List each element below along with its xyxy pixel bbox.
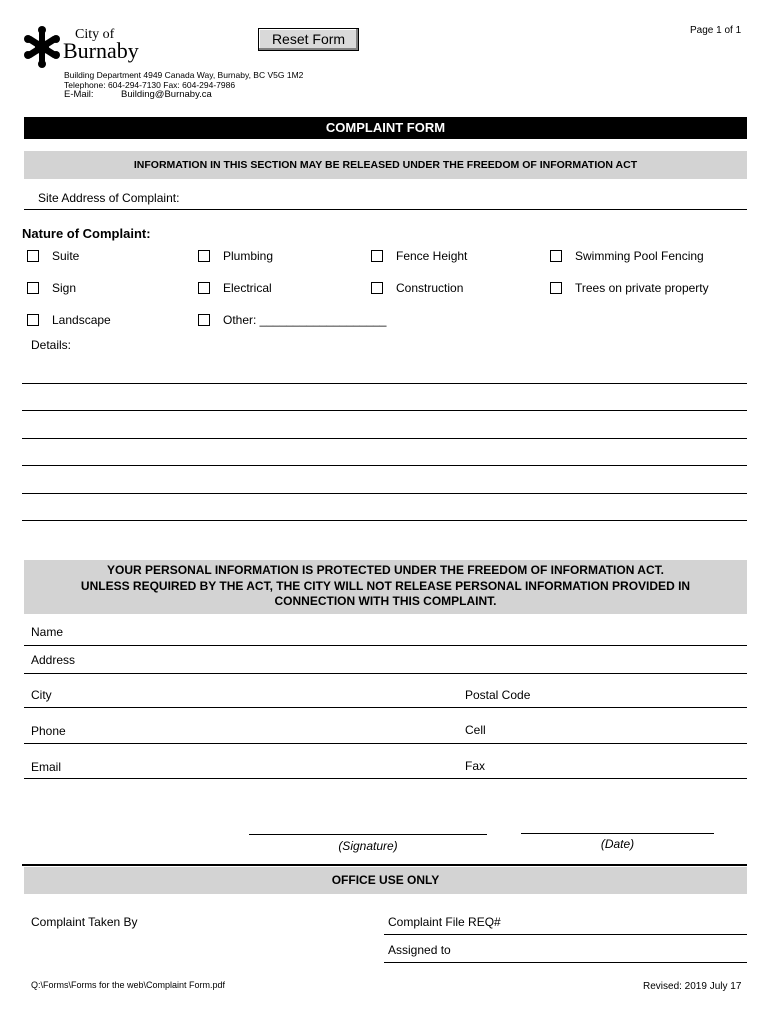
- construction-label: Construction: [396, 281, 464, 295]
- plumbing-label: Plumbing: [223, 249, 274, 263]
- details-line[interactable]: [22, 493, 747, 494]
- suite-checkbox[interactable]: [27, 250, 39, 262]
- city-snowflake-logo-icon: [22, 24, 62, 70]
- address-line: Building Department 4949 Canada Way, Burnaby, BC V5G 1M2: [64, 70, 304, 80]
- office-divider: [22, 864, 747, 866]
- logo-text-burnaby: Burnaby: [63, 38, 139, 63]
- file-path-footer: Q:\Forms\Forms for the web\Complaint Form.pdf: [31, 980, 226, 990]
- email-field[interactable]: [24, 778, 458, 779]
- postal-code-label: Postal Code: [465, 688, 531, 702]
- email-field-label: Email: [31, 760, 62, 774]
- signature-label: (Signature): [338, 839, 398, 853]
- privacy-line-2: UNLESS REQUIRED BY THE ACT, THE CITY WILL NOT RELEASE PERSONAL INFORMATION PROVIDED IN: [80, 578, 691, 593]
- phone-line: Telephone: 604-294-7130 Fax: 604-294-7986: [64, 80, 236, 90]
- site-address-label: Site Address of Complaint:: [38, 191, 180, 205]
- name-label: Name: [31, 625, 64, 639]
- sign-label: Sign: [52, 281, 77, 295]
- office-use-banner: [24, 867, 747, 894]
- city-field[interactable]: [24, 707, 458, 708]
- name-field[interactable]: [24, 645, 747, 646]
- suite-label: Suite: [52, 249, 80, 263]
- date-field[interactable]: [521, 833, 714, 834]
- phone-field[interactable]: [24, 743, 458, 744]
- address-field[interactable]: [24, 673, 747, 674]
- electrical-checkbox[interactable]: [198, 282, 210, 294]
- pool-fencing-label: Swimming Pool Fencing: [575, 249, 704, 263]
- foi-notice-banner: [24, 151, 747, 179]
- landscape-checkbox[interactable]: [27, 314, 39, 326]
- electrical-label: Electrical: [223, 281, 272, 295]
- foi-notice-text: INFORMATION IN THIS SECTION MAY BE RELEASED UNDER THE FREEDOM OF INFORMATION ACT: [133, 159, 638, 171]
- details-line[interactable]: [22, 383, 747, 384]
- logo-text-city-of: City of: [75, 27, 115, 42]
- fax-label: Fax: [465, 759, 486, 773]
- trees-label: Trees on private property: [575, 281, 709, 295]
- fax-field[interactable]: [458, 778, 747, 779]
- email-label: E-Mail:: [64, 89, 94, 100]
- nature-label: Nature of Complaint:: [22, 226, 151, 241]
- site-address-field[interactable]: [24, 209, 747, 210]
- cell-field[interactable]: [458, 743, 747, 744]
- pool-fencing-checkbox[interactable]: [550, 250, 562, 262]
- city-label: City: [31, 688, 52, 702]
- other-checkbox[interactable]: [198, 314, 210, 326]
- privacy-line-3: CONNECTION WITH THIS COMPLAINT.: [274, 594, 497, 608]
- date-label: (Date): [600, 837, 635, 851]
- details-line[interactable]: [22, 410, 747, 411]
- fence-height-checkbox[interactable]: [371, 250, 383, 262]
- revised-date-footer: Revised: 2019 July 17: [643, 981, 742, 992]
- email-value: Building@Burnaby.ca: [121, 89, 212, 100]
- postal-code-field[interactable]: [458, 707, 747, 708]
- privacy-notice-banner: [24, 560, 747, 614]
- signature-field[interactable]: [249, 834, 487, 835]
- other-label: Other: ___________________: [223, 313, 387, 327]
- details-line[interactable]: [22, 520, 747, 521]
- assigned-to-label: Assigned to: [388, 943, 451, 957]
- sign-checkbox[interactable]: [27, 282, 39, 294]
- trees-checkbox[interactable]: [550, 282, 562, 294]
- reset-form-button[interactable]: Reset Form: [258, 28, 359, 51]
- plumbing-checkbox[interactable]: [198, 250, 210, 262]
- landscape-label: Landscape: [52, 313, 111, 327]
- file-req-field[interactable]: [384, 934, 747, 935]
- cell-label: Cell: [465, 723, 486, 737]
- details-line[interactable]: [22, 465, 747, 466]
- form-title: COMPLAINT FORM: [24, 117, 747, 139]
- privacy-line-1: YOUR PERSONAL INFORMATION IS PROTECTED UNDER THE FREEDOM OF INFORMATION ACT.: [107, 563, 664, 577]
- page-number: Page 1 of 1: [690, 25, 742, 36]
- complaint-file-req-label: Complaint File REQ#: [388, 915, 501, 929]
- details-label: Details:: [31, 338, 72, 352]
- address-label: Address: [31, 653, 76, 667]
- construction-checkbox[interactable]: [371, 282, 383, 294]
- phone-label: Phone: [31, 724, 66, 738]
- assigned-to-field[interactable]: [384, 962, 747, 963]
- fence-height-label: Fence Height: [396, 249, 468, 263]
- office-use-text: OFFICE USE ONLY: [331, 873, 440, 887]
- complaint-taken-by-label: Complaint Taken By: [31, 915, 138, 929]
- details-line[interactable]: [22, 438, 747, 439]
